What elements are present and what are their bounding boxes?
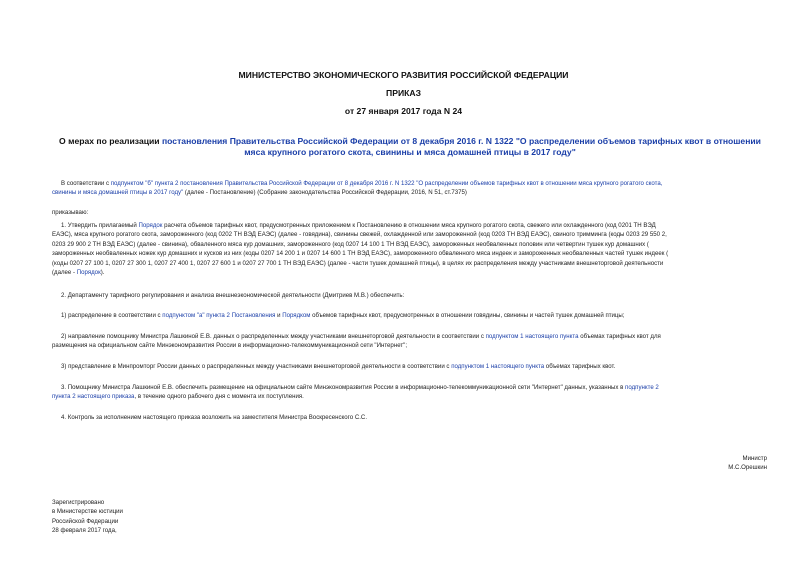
item-1-line-2: ЕАЭС), мяса крупного рогатого скота, замороженного (код 0202 ТН ВЭД ЕАЭС) (далее - говядина), свинины свежей, охлажденной или замороженной (код 0203 ТН ВЭД ЕАЭС), свиного тримминга (коды 0203 29 550 2,	[52, 231, 667, 239]
registration-line-2: в Министерстве юстиции	[52, 508, 123, 516]
registration-block	[52, 498, 123, 536]
item-4-paragraph	[52, 413, 774, 422]
orders-word: приказываю:	[52, 209, 89, 216]
item-2-2-text-2: объемах тарифных квот для	[578, 333, 661, 340]
registration-line-3: Российской Федерации	[52, 517, 119, 525]
item-1-line-4: замороженных необваленных ножек кур домашних и кусков из них (коды 0207 14 200 1 и 0207 14 600 1 ТН ВЭД ЕАЭС), замороженного обваленного мяса индеек и замороженных необваленных частей тушек индеек (	[52, 250, 669, 258]
registration-line-1: Зарегистрировано	[52, 499, 105, 506]
signature-name: М.С.Орешкин	[728, 464, 767, 472]
doc-date-number: от 27 января 2017 года N 24	[344, 106, 463, 116]
document-title	[40, 136, 780, 158]
item-1-line-6: (далее -	[52, 269, 77, 277]
item-2-1-subpoint-link[interactable]: подпунктом "а" пункта 2 Постановления	[162, 312, 276, 319]
title-resolution-link-cont[interactable]: мяса крупного рогатого скота, свинины и мяса домашней птицы в 2017 году"	[244, 147, 576, 157]
item-3-subpoint-link-cont[interactable]: пункта 2 настоящего приказа	[52, 393, 135, 401]
item-2-1-order-link[interactable]: Порядком	[282, 312, 311, 319]
signature-position: Министр	[742, 455, 767, 462]
preamble-text-2: (далее - Постановление) (Собрание законодательства Российской Федерации, 2016, N 51, ст.7375)	[183, 189, 467, 197]
item-2-1-text-2: и	[275, 312, 283, 319]
item-2-2-paragraph	[52, 332, 774, 351]
item-2-2-subpoint-link[interactable]: подпунктом 1 настоящего пункта	[485, 333, 579, 340]
item-3-text: 3. Помощнику Министра Лашкиной Е.В. обеспечить размещение на официальном сайте Минэкономразвития России в информационно-телекоммуникационной сети "Интернет" данных, указанных в	[61, 384, 626, 391]
item-2-text: 2. Департаменту тарифного регулирования и анализа внешнеэкономической деятельности (Дмитриев М.В.) обеспечить:	[61, 292, 405, 299]
item-1-line-6-end: ).	[100, 269, 105, 277]
item-4-text: 4. Контроль за исполнением настоящего приказа возложить на заместителя Министра Воскресенского С.С.	[61, 414, 368, 421]
item-1-line-3: 0203 29 900 2 ТН ВЭД ЕАЭС) (далее - свинина), обваленного мяса кур домашних, замороженного (код 0207 14 100 1 ТН ВЭД ЕАЭС), замороженных необваленных половин или четвертин тушек кур домашних (	[52, 240, 649, 248]
title-prefix: О мерах по реализации	[59, 136, 162, 146]
preamble-subpoint-link[interactable]: подпунктом "б" пункта 2 постановления Правительства Российской Федерации от 8 декабря 2016 г. N 1322 "О распределении объемов тарифных квот в отношении мяса крупного рогатого скота,	[110, 180, 663, 187]
item-3-text-2: , в течение одного рабочего дня с момента их поступления.	[134, 393, 304, 401]
item-2-3-text: 3) представление в Минпромторг России данных о распределенных между участниками внешнеторговой деятельности в соответствии с	[61, 363, 452, 370]
preamble-paragraph	[52, 179, 774, 198]
item-2-1-paragraph	[52, 311, 774, 320]
item-1-order-link-2[interactable]: Порядок	[76, 269, 101, 277]
item-2-3-text-2: объемах тарифных квот.	[544, 363, 616, 370]
item-2-3-paragraph	[52, 362, 774, 371]
ministry-heading: МИНИСТЕРСТВО ЭКОНОМИЧЕСКОГО РАЗВИТИЯ РОССИЙСКОЙ ФЕДЕРАЦИИ	[238, 70, 569, 80]
signature-block	[728, 454, 767, 473]
item-2-2-line-2: размещения на официальном сайте Минэкономразвития России в информационно-телекоммуникационной сети "Интернет";	[52, 342, 408, 350]
item-2-paragraph	[52, 291, 774, 300]
item-1-paragraph	[52, 221, 774, 277]
item-3-paragraph	[52, 383, 774, 402]
preamble-subpoint-link-cont[interactable]: свинины и мяса домашней птицы в 2017 году"	[52, 189, 184, 197]
preamble-text: В соответствии с	[61, 180, 111, 187]
registration-line-4: 28 февраля 2017 года,	[52, 527, 117, 535]
item-1-order-link[interactable]: Порядок	[138, 222, 163, 229]
item-2-2-text: 2) направление помощнику Министра Лашкиной Е.В. данных о распределенных между участниками внешнеторговой деятельности в соответствии с	[61, 333, 486, 340]
item-2-3-subpoint-link[interactable]: подпунктом 1 настоящего пункта	[451, 363, 545, 370]
title-resolution-link[interactable]: постановления Правительства Российской Федерации от 8 декабря 2016 г. N 1322 "О распределении объемов тарифных квот в отношении	[161, 136, 761, 146]
item-1-text-2: расчета объемов тарифных квот, предусмотренных приложением к Постановлению в отношении мяса крупного рогатого скота, свежего или охлажденного (код 0201 ТН ВЭД	[162, 222, 656, 229]
item-2-1-text: 1) распределение в соответствии с	[61, 312, 163, 319]
doc-type-heading: ПРИКАЗ	[386, 88, 421, 98]
item-3-subpoint-link[interactable]: подпункте 2	[625, 384, 659, 391]
item-1-text: 1. Утвердить прилагаемый	[61, 222, 139, 229]
item-2-1-text-3: объемов тарифных квот, предусмотренных в отношении говядины, свинины и частей тушек домашней птицы;	[310, 312, 625, 319]
item-1-line-5: (коды 0207 27 100 1, 0207 27 300 1, 0207 27 400 1, 0207 27 600 1 и 0207 27 700 1 ТН ВЭД ЕАЭС) (далее - части тушек домашней птицы), в целях их распределения между участниками внешнеторговой деятельности	[52, 259, 664, 267]
